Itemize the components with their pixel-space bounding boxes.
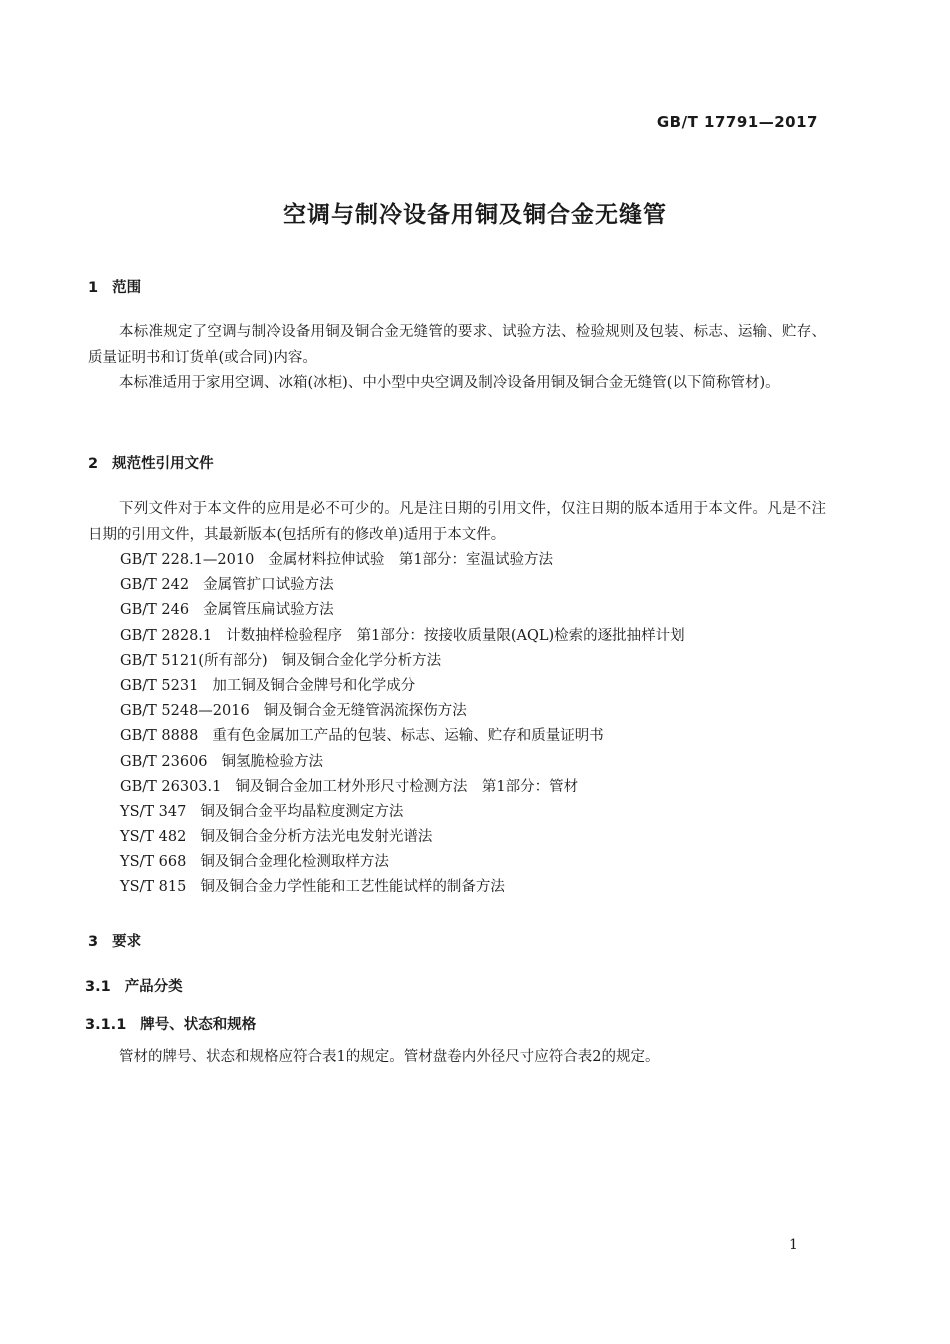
normative-references-list xyxy=(120,548,685,901)
reference-item xyxy=(120,598,685,623)
references-intro: 下列文件对于本文件的应用是必不可少的。凡是注日期的引用文件，仅注日期的版本适用于本文件。凡是不注日期的引用文件，其最新版本(包括所有的修改单)适用于本文件。 xyxy=(88,501,826,543)
section-title: 要求 xyxy=(112,934,142,950)
reference-code: GB/T 5248—2016 xyxy=(120,703,250,720)
reference-code: YS/T 482 xyxy=(120,829,187,846)
section-1-heading xyxy=(88,276,141,297)
section-3-heading xyxy=(88,930,141,951)
reference-code: YS/T 668 xyxy=(120,854,187,871)
page-number: 1 xyxy=(789,1237,798,1253)
reference-item xyxy=(120,875,685,900)
reference-code: GB/T 228.1—2010 xyxy=(120,552,255,568)
reference-title: 金属管扩口试验方法 xyxy=(203,577,334,594)
section-title: 规范性引用文件 xyxy=(112,456,214,472)
reference-title: 铜及铜合金分析方法光电发射光谱法 xyxy=(200,829,433,846)
reference-title: 铜及铜合金理化检测取样方法 xyxy=(200,854,389,871)
document-title: 空调与制冷设备用铜及铜合金无缝管 xyxy=(283,202,667,228)
reference-title: 铜氢脆检验方法 xyxy=(221,753,324,770)
reference-title: 铜及铜合金力学性能和工艺性能试样的制备方法 xyxy=(200,879,505,896)
reference-code: GB/T 26303.1 xyxy=(120,778,222,795)
reference-item xyxy=(120,573,685,598)
reference-item xyxy=(120,724,685,749)
reference-item xyxy=(120,649,685,674)
reference-item xyxy=(120,750,685,775)
reference-item xyxy=(120,699,685,724)
reference-item xyxy=(120,850,685,875)
section-2-heading xyxy=(88,452,214,473)
reference-code: YS/T 347 xyxy=(120,803,187,820)
section-title: 产品分类 xyxy=(124,979,183,995)
reference-title: 加工铜及铜合金牌号和化学成分 xyxy=(212,677,416,694)
section-3-1-heading xyxy=(85,975,183,996)
reference-title: 铜及铜合金加工材外形尺寸检测方法 第1部分：管材 xyxy=(235,778,579,795)
reference-item xyxy=(120,800,685,825)
reference-title: 铜及铜合金平均晶粒度测定方法 xyxy=(200,803,404,820)
reference-item xyxy=(120,674,685,699)
reference-title: 金属管压扁试验方法 xyxy=(203,602,334,619)
reference-code: GB/T 242 xyxy=(120,577,190,594)
standard-number: GB/T 17791—2017 xyxy=(656,113,818,131)
section-number: 2 xyxy=(88,456,99,472)
scope-paragraph-1: 本标准规定了空调与制冷设备用铜及铜合金无缝管的要求、试验方法、检验规则及包装、标志、运输、贮存、质量证明书和订货单(或合同)内容。 xyxy=(88,324,826,366)
reference-code: GB/T 5231 xyxy=(120,677,199,694)
reference-code: GB/T 23606 xyxy=(120,753,208,770)
reference-code: GB/T 246 xyxy=(120,602,190,619)
section-title: 牌号、状态和规格 xyxy=(140,1017,257,1033)
reference-code: GB/T 5121(所有部分) xyxy=(120,652,268,669)
section-number: 3.1 xyxy=(85,979,111,995)
reference-code: GB/T 8888 xyxy=(120,728,199,745)
classification-paragraph: 管材的牌号、状态和规格应符合表1的规定。管材盘卷内外径尺寸应符合表2的规定。 xyxy=(119,1049,660,1065)
reference-item xyxy=(120,775,685,800)
reference-item xyxy=(120,548,685,573)
reference-item xyxy=(120,825,685,850)
section-3-1-1-heading xyxy=(85,1013,256,1034)
reference-title: 重有色金属加工产品的包装、标志、运输、贮存和质量证明书 xyxy=(212,728,604,745)
reference-code: YS/T 815 xyxy=(120,879,187,896)
reference-title: 计数抽样检验程序 第1部分：按接收质量限(AQL)检索的逐批抽样计划 xyxy=(226,627,685,644)
section-title: 范围 xyxy=(112,280,142,296)
reference-code: GB/T 2828.1 xyxy=(120,627,213,644)
scope-paragraph-2: 本标准适用于家用空调、冰箱(冰柜)、中小型中央空调及制冷设备用铜及铜合金无缝管(以下简称管材)。 xyxy=(119,375,780,391)
section-number: 3 xyxy=(88,934,99,950)
reference-item xyxy=(120,624,685,649)
section-number: 1 xyxy=(88,280,99,296)
reference-title: 铜及铜合金化学分析方法 xyxy=(281,652,442,669)
reference-title: 金属材料拉伸试验 第1部分：室温试验方法 xyxy=(268,552,554,568)
section-number: 3.1.1 xyxy=(85,1017,127,1033)
reference-title: 铜及铜合金无缝管涡流探伤方法 xyxy=(263,703,467,720)
